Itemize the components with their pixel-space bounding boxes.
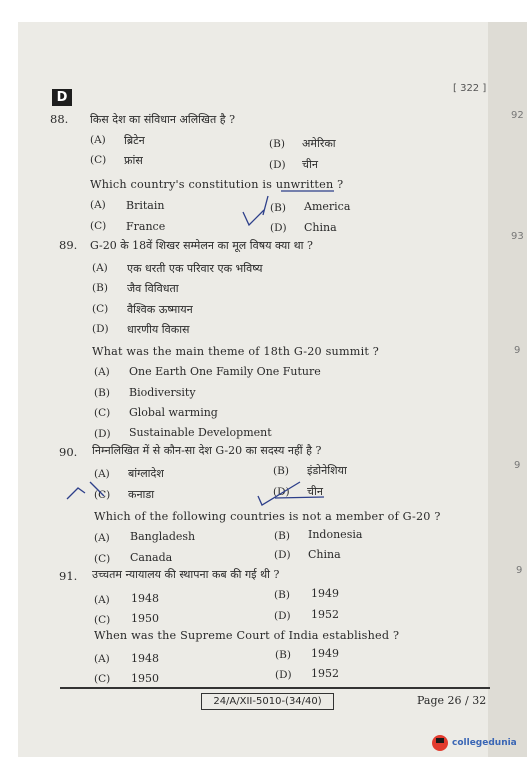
question-number: 88. [50, 112, 69, 126]
option-text: 1950 [131, 672, 159, 685]
question-number: 91. [59, 569, 78, 583]
option-text: One Earth One Family One Future [129, 365, 321, 378]
option-letter: (B) [273, 465, 289, 477]
option-text: Canada [130, 551, 173, 564]
question-hindi: G-20 के 18वें शिखर सम्मेलन का मूल विषय क्या था ? [90, 239, 313, 252]
option-letter: (A) [90, 134, 106, 146]
underline-mark-90 [275, 497, 324, 498]
option-letter: (D) [270, 222, 287, 234]
question-hindi: उच्चतम न्यायालय की स्थापना कब की गई थी ? [92, 568, 280, 581]
option-letter: (C) [94, 407, 111, 419]
option-letter: (B) [269, 138, 285, 150]
option-letter: (C) [90, 220, 107, 232]
option-text: चीन [307, 485, 323, 498]
margin-number: 93 [511, 231, 524, 242]
option-text: Sustainable Development [129, 426, 272, 439]
option-letter: (D) [94, 428, 111, 440]
option-text: Global warming [129, 406, 218, 419]
margin-number: 9 [514, 460, 521, 471]
option-text: 1948 [131, 652, 159, 665]
option-letter: (C) [94, 489, 111, 501]
option-text: धारणीय विकास [127, 323, 190, 336]
margin-number: 92 [511, 110, 524, 121]
option-letter: (B) [270, 202, 286, 214]
option-text: जैव विविधता [127, 282, 179, 295]
option-letter: (D) [92, 323, 109, 335]
option-text: एक धरती एक परिवार एक भविष्य [127, 262, 263, 275]
option-text: अमेरिका [302, 137, 336, 150]
option-letter: (A) [94, 532, 110, 544]
question-hindi: किस देश का संविधान अलिखित है ? [90, 113, 236, 126]
paper-code: [ 322 ] [453, 83, 487, 94]
option-letter: (D) [273, 486, 290, 498]
question-english: What was the main theme of 18th G-20 summit ? [92, 345, 380, 358]
option-text: 1952 [311, 608, 339, 621]
option-text: Bangladesh [130, 530, 196, 543]
option-text: चीन [302, 158, 318, 171]
option-letter: (A) [94, 468, 110, 480]
check-mark-88 [243, 210, 264, 225]
option-text: बांग्लादेश [128, 467, 164, 480]
option-letter: (A) [94, 366, 110, 378]
question-number: 90. [59, 445, 78, 459]
option-text: कनाडा [128, 488, 155, 501]
option-text: 1952 [311, 667, 339, 680]
watermark-logo [432, 735, 517, 751]
option-text: वैश्विक ऊष्मायन [127, 303, 193, 316]
check-mark-90 [67, 488, 85, 499]
option-text: France [126, 220, 166, 233]
option-letter: (C) [90, 154, 107, 166]
logo-mark-icon [432, 735, 448, 751]
page-number: Page 26 / 32 [417, 694, 487, 707]
option-letter: (C) [94, 673, 111, 685]
option-letter: (C) [92, 303, 109, 315]
margin-number: 9 [516, 565, 523, 576]
option-letter: (C) [94, 614, 111, 626]
option-letter: (B) [94, 387, 110, 399]
strike-mark-90 [90, 482, 104, 496]
section-badge: D [52, 89, 72, 106]
option-text: 1949 [311, 587, 339, 600]
question-english: Which country's constitution is unwritten ? [90, 178, 344, 191]
question-english: Which of the following countries is not a member of G-20 ? [94, 510, 441, 523]
option-text: Indonesia [308, 528, 363, 541]
option-text: 1949 [311, 647, 339, 660]
option-letter: (B) [92, 282, 108, 294]
option-letter: (B) [274, 589, 290, 601]
question-english: When was the Supreme Court of India established ? [94, 629, 400, 642]
option-letter: (A) [92, 262, 108, 274]
option-letter: (C) [94, 553, 111, 565]
option-letter: (A) [94, 594, 110, 606]
option-text: फ्रांस [124, 154, 143, 167]
option-text: America [304, 200, 351, 213]
option-text: China [308, 548, 341, 561]
option-letter: (D) [274, 549, 291, 561]
question-number: 89. [59, 238, 78, 252]
option-text: ब्रिटेन [124, 134, 145, 147]
check-mark-90-d [258, 482, 300, 505]
option-text: इंडोनेशिया [307, 464, 347, 477]
option-letter: (B) [275, 649, 291, 661]
option-text: China [304, 221, 337, 234]
option-text: 1950 [131, 612, 159, 625]
footer-rule [60, 687, 490, 689]
option-text: Britain [126, 199, 165, 212]
option-letter: (D) [274, 610, 291, 622]
strike-mark-88 [263, 196, 268, 215]
option-letter: (D) [275, 669, 292, 681]
logo-text: collegedunia [452, 738, 517, 748]
option-text: 1948 [131, 592, 159, 605]
option-letter: (D) [269, 159, 286, 171]
option-letter: (A) [94, 653, 110, 665]
margin-number: 9 [514, 345, 521, 356]
option-letter: (B) [274, 530, 290, 542]
question-hindi: निम्नलिखित में से कौन-सा देश G-20 का सदस्य नहीं है ? [92, 444, 322, 457]
footer-code: 24/A/XII-5010-(34/40) [201, 693, 334, 710]
option-text: Biodiversity [129, 386, 196, 399]
option-letter: (A) [90, 199, 106, 211]
